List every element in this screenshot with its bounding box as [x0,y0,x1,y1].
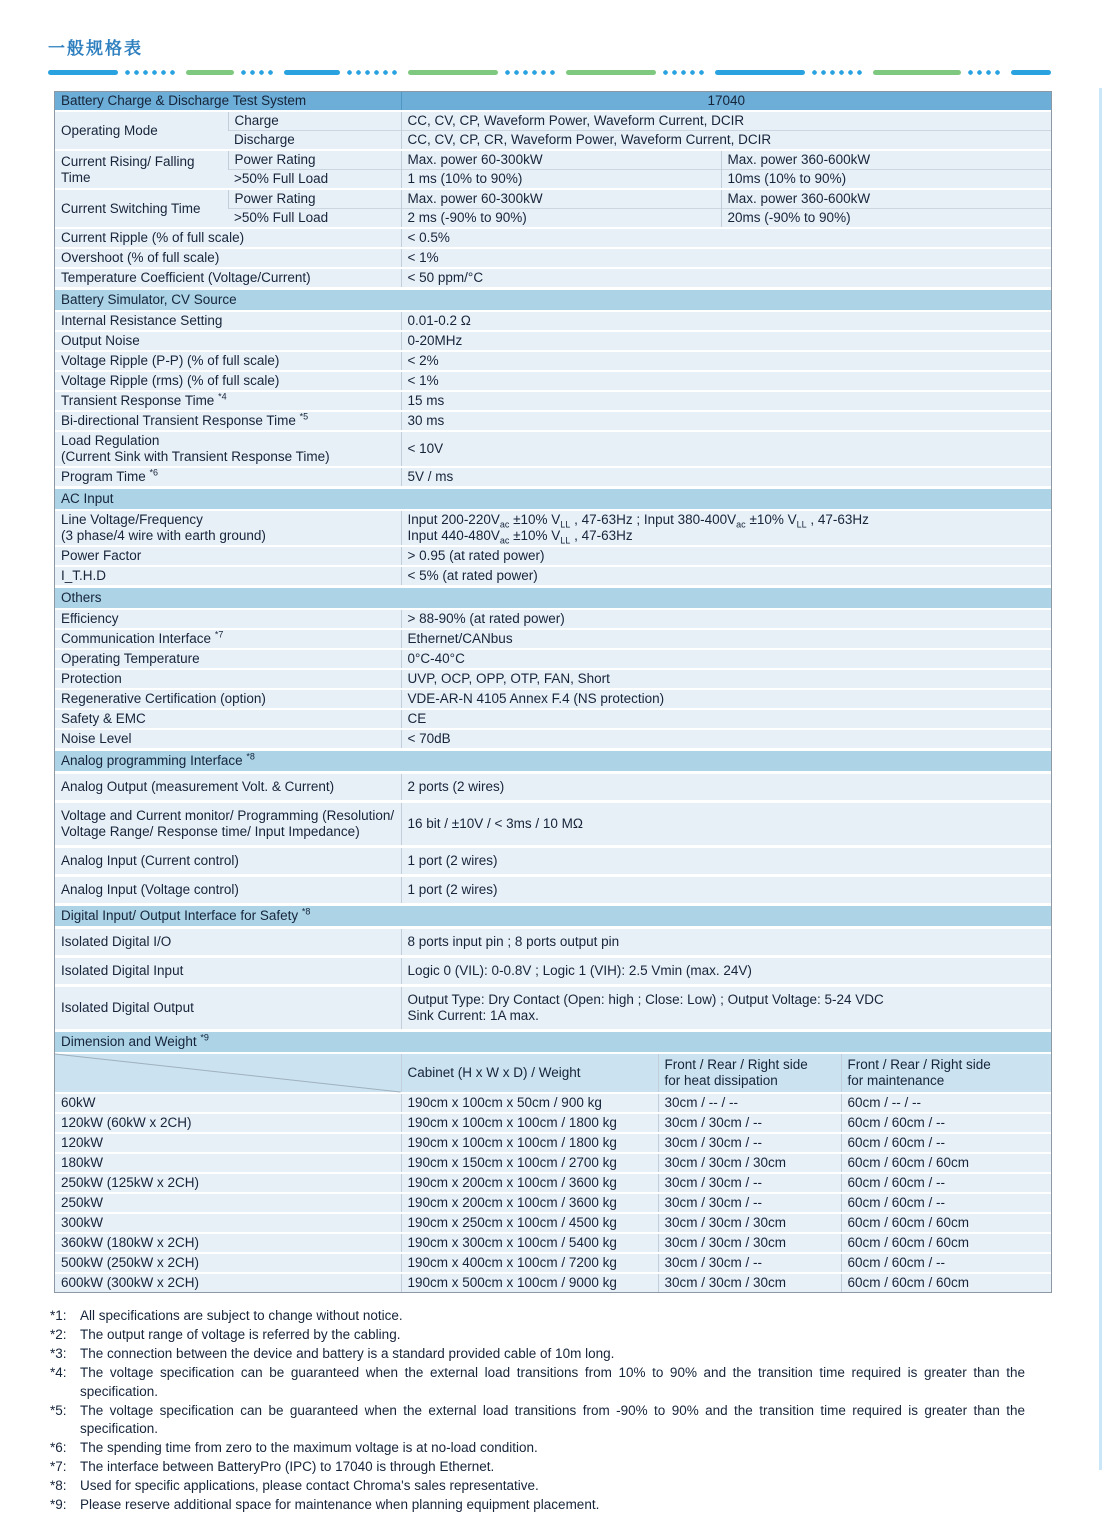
heat-cell: 30cm / -- / -- [658,1093,841,1113]
footnote-4 [50,1364,1025,1401]
separator-dash [566,70,656,75]
col-header-maintenance [841,1053,1051,1093]
row-value: 0°C-40°C [401,649,1051,669]
spec-table-wrapper [54,91,1052,1293]
footnote-text: The voltage specification can be guaranteed when the external load transitions from -90% to 90% and the transition time required is greater than the specification. [80,1402,1025,1436]
model-cell: 300kW [55,1213,401,1233]
row-label: Noise Level [55,729,401,750]
row-value: < 10V [401,431,1051,467]
label-line2: (Current Sink with Transient Response Time) [61,449,330,464]
heat-cell: 30cm / 30cm / -- [658,1113,841,1133]
row-value: < 1% [401,371,1051,391]
footnote-5 [50,1402,1025,1439]
cabinet-cell: 190cm x 100cm x 100cm / 1800 kg [401,1133,658,1153]
row-value-low: Max. power 60-300kW [401,189,721,209]
heat-cell: 30cm / 30cm / -- [658,1193,841,1213]
footnote-marker: *4: [50,1365,67,1380]
footnote-marker: *7: [50,1459,67,1474]
separator-dash [186,70,234,75]
heat-cell: 30cm / 30cm / -- [658,1173,841,1193]
spec-row-isolated-input [55,957,1051,986]
row-label [55,411,401,431]
row-sublabel: >50% Full Load [228,170,401,190]
row-label: Operating Temperature [55,649,401,669]
separator-dash [48,70,118,75]
row-value: CC, CV, CP, CR, Waveform Power, Waveform Current, DCIR [401,131,1051,151]
row-label: Current Ripple (% of full scale) [55,228,401,248]
section-header [55,750,1051,773]
col-header-line1: Front / Rear / Right side [847,1057,991,1072]
model-cell: 120kW [55,1133,401,1153]
footnote-marker: *5: [50,1402,67,1418]
separator-dash [408,70,498,75]
maintenance-cell: 60cm / 60cm / -- [841,1193,1051,1213]
col-header-line2: for heat dissipation [664,1073,778,1088]
row-label: Operating Mode [55,111,228,150]
heat-cell: 30cm / 30cm / 30cm [658,1213,841,1233]
footnote-6 [50,1439,1025,1458]
row-value [401,510,1051,546]
cabinet-cell: 190cm x 500cm x 100cm / 9000 kg [401,1273,658,1292]
model-cell: 120kW (60kW x 2CH) [55,1113,401,1133]
row-label [55,629,401,649]
decorative-separator [48,69,1050,75]
cabinet-cell: 190cm x 200cm x 100cm / 3600 kg [401,1173,658,1193]
row-label: Overshoot (% of full scale) [55,248,401,268]
model-cell: 600kW (300kW x 2CH) [55,1273,401,1292]
spec-row-program-time [55,467,1051,488]
spec-row-analog-input-voltage [55,876,1051,905]
row-label: Safety & EMC [55,709,401,729]
row-label: Analog Output (measurement Volt. & Current) [55,773,401,802]
footnote-ref: *6 [149,467,159,478]
model-cell: 60kW [55,1093,401,1113]
dimension-table [55,1029,1051,1292]
footnote-text: The output range of voltage is referred by the cabling. [80,1327,401,1342]
row-sublabel: Charge [228,111,401,131]
row-value: 0-20MHz [401,331,1051,351]
row-value: > 0.95 (at rated power) [401,546,1051,566]
separator-dash [873,70,961,75]
dimension-header-row [55,1053,1051,1093]
row-label [55,510,401,546]
section-header: Battery Simulator, CV Source [55,289,1051,312]
value-line2: Sink Current: 1A max. [407,1008,539,1023]
row-label: Analog Input (Voltage control) [55,876,401,905]
page-title: 一般规格表 [48,39,143,58]
row-value: 1 port (2 wires) [401,876,1051,905]
footnote-text: The connection between the device and battery is a standard provided cable of 10m long. [80,1346,615,1361]
maintenance-cell: 60cm / 60cm / -- [841,1113,1051,1133]
separator-dots [505,70,559,75]
col-header-heat [658,1053,841,1093]
spec-row-output-noise [55,331,1051,351]
spec-row-noise-level [55,729,1051,750]
cabinet-cell: 190cm x 400cm x 100cm / 7200 kg [401,1253,658,1273]
footnote-7 [50,1458,1025,1477]
spec-row-analog-output [55,773,1051,802]
row-value [401,986,1051,1030]
model-number: 17040 [401,92,1051,111]
model-cell: 360kW (180kW x 2CH) [55,1233,401,1253]
spec-row-internal-resistance [55,311,1051,331]
maintenance-cell: 60cm / 60cm / 60cm [841,1213,1051,1233]
separator-dots [812,70,866,75]
footnote-3 [50,1345,1025,1364]
footnote-2 [50,1326,1025,1345]
footnote-1 [50,1307,1025,1326]
spec-row-current-ripple [55,228,1051,248]
footnote-marker: *9: [50,1497,67,1512]
spec-row-voltage-ripple-rms [55,371,1051,391]
row-value: 2 ports (2 wires) [401,773,1051,802]
row-value: CE [401,709,1051,729]
row-value: 1 port (2 wires) [401,847,1051,876]
section-digital-interface [55,905,1051,928]
row-label [55,467,401,488]
system-title: Battery Charge & Discharge Test System [55,92,401,111]
row-label: Protection [55,669,401,689]
label-text: Transient Response Time [61,393,215,408]
footnote-ref: *4 [218,391,227,402]
separator-dots [968,70,1004,75]
spec-row-efficiency [55,609,1051,629]
section-text: Analog programming Interface [61,753,243,768]
value-line1: Output Type: Dry Contact (Open: high ; Close: Low) ; Output Voltage: 5-24 VDC [407,992,884,1007]
separator-dots [663,70,708,75]
separator-dash [284,70,340,75]
section-dimension-weight [55,1031,1051,1054]
footnote-text: The spending time from zero to the maximum voltage is at no-load condition. [80,1440,538,1455]
spec-row-operating-temp [55,649,1051,669]
footnote-text: The interface between BatteryPro (IPC) to 17040 is through Ethernet. [80,1459,495,1474]
footnote-marker: *1: [50,1308,67,1323]
row-value: Logic 0 (VIL): 0-0.8V ; Logic 1 (VIH): 2.5 Vmin (max. 24V) [401,957,1051,986]
spec-row-overshoot [55,248,1051,268]
row-value: 15 ms [401,391,1051,411]
row-sublabel: >50% Full Load [228,209,401,229]
row-value: CC, CV, CP, Waveform Power, Waveform Current, DCIR [401,111,1051,131]
label-line1: Line Voltage/Frequency [61,512,203,527]
spec-row-current-switching-power [55,189,1051,209]
model-cell: 250kW (125kW x 2CH) [55,1173,401,1193]
cabinet-cell: 190cm x 200cm x 100cm / 3600 kg [401,1193,658,1213]
model-cell: 180kW [55,1153,401,1173]
dimension-row-250kw [55,1193,1051,1213]
col-header-line2: for maintenance [847,1073,945,1088]
footnote-marker: *6: [50,1440,67,1455]
section-header [55,1031,1051,1054]
row-label: Analog Input (Current control) [55,847,401,876]
footnote-marker: *3: [50,1346,67,1361]
row-label: Output Noise [55,331,401,351]
row-sublabel: Power Rating [228,150,401,170]
maintenance-cell: 60cm / 60cm / 60cm [841,1233,1051,1253]
row-value-low: 2 ms (-90% to 90%) [401,209,721,229]
cabinet-cell: 190cm x 100cm x 50cm / 900 kg [401,1093,658,1113]
row-label: I_T.H.D [55,566,401,587]
row-value: < 1% [401,248,1051,268]
dimension-row-250kw-2ch [55,1173,1051,1193]
row-label [55,391,401,411]
spec-row-ithd [55,566,1051,587]
footnote-8 [50,1477,1025,1496]
col-header-cabinet: Cabinet (H x W x D) / Weight [401,1053,658,1093]
heat-cell: 30cm / 30cm / -- [658,1253,841,1273]
section-header: Others [55,587,1051,610]
spec-row-regenerative [55,689,1051,709]
spec-header-row [55,92,1051,111]
footnote-text: All specifications are subject to change without notice. [80,1308,403,1323]
label-line1: Load Regulation [61,433,160,448]
maintenance-cell: 60cm / -- / -- [841,1093,1051,1113]
heat-cell: 30cm / 30cm / 30cm [658,1153,841,1173]
footnote-ref: *9 [200,1032,209,1043]
footnote-ref: *8 [246,751,255,762]
row-label: Regenerative Certification (option) [55,689,401,709]
row-label: Voltage Ripple (P-P) (% of full scale) [55,351,401,371]
model-cell: 250kW [55,1193,401,1213]
row-value: VDE-AR-N 4105 Annex F.4 (NS protection) [401,689,1051,709]
footnotes [50,1307,1025,1515]
footnote-ref: *7 [214,629,224,640]
line-voltage-value-2: Input $440-480V_{ac} \pm 10\%$ $V_{LL}$ , 47-63Hz [407,528,633,546]
row-sublabel: Discharge [228,131,401,151]
row-value: < 50 ppm/°C [401,268,1051,289]
separator-dots [347,70,401,75]
section-battery-simulator [55,289,1051,312]
dimension-row-120kw-2ch [55,1113,1051,1133]
spec-row-protection [55,669,1051,689]
separator-dash [715,70,805,75]
spec-row-temp-coefficient [55,268,1051,289]
line-voltage-value-1: Input $200-220V_{ac} \pm 10\%$ $V_{LL}$ , 47-63Hz ; Input $380-400V_{ac} \pm 10\%$ $V_{LL}$ , 47-63Hz [407,512,869,530]
spec-row-operating-mode-charge [55,111,1051,131]
footnote-marker: *8: [50,1478,67,1493]
heat-cell: 30cm / 30cm / 30cm [658,1233,841,1253]
row-value-high: Max. power 360-600kW [721,189,1051,209]
footnote-9 [50,1496,1025,1515]
footnote-text: Please reserve additional space for maintenance when planning equipment placement. [80,1497,600,1512]
row-label: Isolated Digital I/O [55,928,401,957]
row-label: Current Rising/ Falling Time [55,150,228,189]
row-value: < 2% [401,351,1051,371]
col-header-line1: Front / Rear / Right side [664,1057,808,1072]
footnote-text: Used for specific applications, please contact Chroma's sales representative. [80,1478,539,1493]
dimension-row-600kw-2ch [55,1273,1051,1292]
row-sublabel: Power Rating [228,189,401,209]
row-label: Isolated Digital Output [55,986,401,1030]
maintenance-cell: 60cm / 60cm / -- [841,1253,1051,1273]
section-analog-interface [55,750,1051,773]
label-text: Program Time [61,469,146,484]
dimension-row-180kw [55,1153,1051,1173]
row-label: Efficiency [55,609,401,629]
spec-row-safety-emc [55,709,1051,729]
dimension-row-120kw [55,1133,1051,1153]
row-label [55,431,401,467]
row-value: 5V / ms [401,467,1051,488]
spec-row-communication [55,629,1051,649]
row-value: 0.01-0.2 Ω [401,311,1051,331]
cabinet-cell: 190cm x 250cm x 100cm / 4500 kg [401,1213,658,1233]
dimension-row-500kw-2ch [55,1253,1051,1273]
model-cell: 500kW (250kW x 2CH) [55,1253,401,1273]
spec-table [55,92,1051,1029]
spec-row-load-regulation [55,431,1051,467]
row-value: 16 bit / ±10V / < 3ms / 10 MΩ [401,802,1051,847]
row-value: < 5% (at rated power) [401,566,1051,587]
row-value-high: Max. power 360-600kW [721,150,1051,170]
spec-row-voltage-ripple-pp [55,351,1051,371]
spec-row-isolated-io [55,928,1051,957]
spec-row-transient-response [55,391,1051,411]
heat-cell: 30cm / 30cm / -- [658,1133,841,1153]
label-text: Communication Interface [61,631,212,646]
label-line2: (3 phase/4 wire with earth ground) [61,528,266,543]
row-label: Isolated Digital Input [55,957,401,986]
row-value: < 0.5% [401,228,1051,248]
row-value: Ethernet/CANbus [401,629,1051,649]
cabinet-cell: 190cm x 300cm x 100cm / 5400 kg [401,1233,658,1253]
heat-cell: 30cm / 30cm / 30cm [658,1273,841,1292]
row-value: > 88-90% (at rated power) [401,609,1051,629]
maintenance-cell: 60cm / 60cm / -- [841,1133,1051,1153]
spec-row-analog-input-current [55,847,1051,876]
row-value-low: 1 ms (10% to 90%) [401,170,721,190]
separator-dash [1011,70,1051,75]
maintenance-cell: 60cm / 60cm / -- [841,1173,1051,1193]
section-text: Digital Input/ Output Interface for Safety [61,908,299,923]
spec-row-monitor-programming [55,802,1051,847]
row-value: UVP, OCP, OPP, OTP, FAN, Short [401,669,1051,689]
footnote-marker: *2: [50,1327,67,1342]
dimension-row-60kw [55,1093,1051,1113]
row-label: Internal Resistance Setting [55,311,401,331]
cabinet-cell: 190cm x 100cm x 100cm / 1800 kg [401,1113,658,1133]
row-value-low: Max. power 60-300kW [401,150,721,170]
section-ac-input [55,488,1051,511]
row-value: < 70dB [401,729,1051,750]
footnote-text: The voltage specification can be guaranteed when the external load transitions from 10% to 90% and the transition time required is greater than the specification. [80,1365,1025,1399]
dimension-row-360kw-2ch [55,1233,1051,1253]
spec-row-isolated-output [55,986,1051,1030]
footnote-ref: *8 [301,906,311,917]
maintenance-cell: 60cm / 60cm / 60cm [841,1273,1051,1292]
spec-row-bidirectional-transient [55,411,1051,431]
row-value-high: 10ms (10% to 90%) [721,170,1051,190]
section-text: Dimension and Weight [61,1034,197,1049]
row-label: Voltage Ripple (rms) (% of full scale) [55,371,401,391]
diagonal-line-icon [55,1054,401,1092]
dimension-row-300kw [55,1213,1051,1233]
label-text: Bi-directional Transient Response Time [61,413,296,428]
row-value: 8 ports input pin ; 8 ports output pin [401,928,1051,957]
separator-dots [241,70,277,75]
cabinet-cell: 190cm x 150cm x 100cm / 2700 kg [401,1153,658,1173]
maintenance-cell: 60cm / 60cm / 60cm [841,1153,1051,1173]
separator-dots [125,70,179,75]
footnote-ref: *5 [299,411,309,422]
row-label: Temperature Coefficient (Voltage/Current) [55,268,401,289]
diagonal-cell [55,1053,401,1093]
section-header [55,905,1051,928]
row-label: Power Factor [55,546,401,566]
section-others [55,587,1051,610]
row-label: Voltage and Current monitor/ Programming (Resolution/ Voltage Range/ Response time/ Input Impedance) [55,802,401,847]
spec-row-current-rising-power [55,150,1051,170]
row-value-high: 20ms (-90% to 90%) [721,209,1051,229]
row-label: Current Switching Time [55,189,228,228]
section-header: AC Input [55,488,1051,511]
row-value: 30 ms [401,411,1051,431]
spec-row-power-factor [55,546,1051,566]
spec-row-line-voltage [55,510,1051,546]
